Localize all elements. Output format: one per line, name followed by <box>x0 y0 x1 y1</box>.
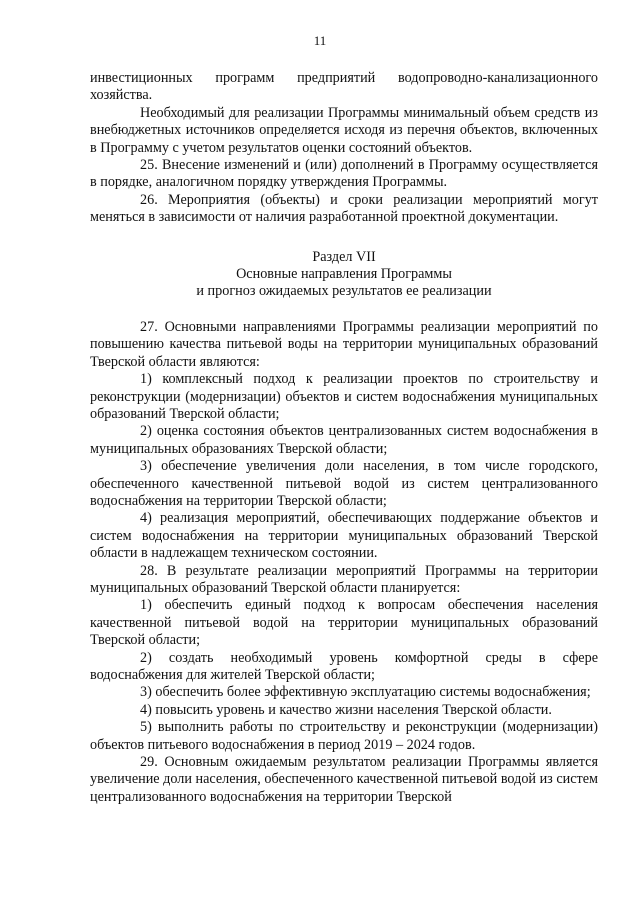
paragraph-25: 25. Внесение изменений и (или) дополнений в Программу осуществляется в порядке, аналогичном порядку утверждения Программы. <box>90 157 598 191</box>
document-body <box>90 70 598 806</box>
paragraph-28-point-3: 3) обеспечить более эффективную эксплуатацию системы водоснабжения; <box>140 684 591 701</box>
paragraph-27-intro: 27. Основными направлениями Программы реализации мероприятий по повышению качества питьевой воды на территории муниципальных образований Тверской области являются: <box>90 318 598 370</box>
paragraph-28-point-1: 1) обеспечить единый подход к вопросам обеспечения населения качественной питьевой водой на территории муниципальных образований Тверской области; <box>90 597 598 649</box>
paragraph-29: 29. Основным ожидаемым результатом реализации Программы является увеличение доли населения, обеспеченного качественной питьевой водой из систем централизованного водоснабжения на территории Тверской <box>90 754 598 805</box>
section-title-line2: и прогноз ожидаемых результатов ее реализации <box>196 283 492 300</box>
paragraph-continuation: инвестиционных программ предприятий водопроводно-канализационного хозяйства. <box>90 70 598 104</box>
paragraph-26: 26. Мероприятия (объекты) и сроки реализации мероприятий могут меняться в зависимости от наличия разработанной проектной документации. <box>90 191 598 226</box>
paragraph-28-point-2: 2) создать необходимый уровень комфортной среды в сфере водоснабжения для жителей Тверской области; <box>90 649 598 683</box>
paragraph-27-point-3: 3) обеспечение увеличения доли населения, в том числе городского, обеспеченного качественной питьевой водой из систем централизованного водоснабжения на территории Тверской области; <box>90 458 598 509</box>
section-title-line1: Основные направления Программы <box>236 266 452 283</box>
page-number: 11 <box>313 33 327 48</box>
paragraph-27-point-2: 2) оценка состояния объектов централизованных систем водоснабжения в муниципальных образованиях Тверской области; <box>90 423 598 457</box>
paragraph-funding: Необходимый для реализации Программы минимальный объем средств из внебюджетных источников определяется исходя из перечня объектов, включенных в Программу с учетом результатов оценки состояний объектов. <box>90 104 598 156</box>
paragraph-28-point-4: 4) повысить уровень и качество жизни населения Тверской области. <box>140 701 552 718</box>
section-label: Раздел VII <box>312 248 376 265</box>
paragraph-28-point-5: 5) выполнить работы по строительству и реконструкции (модернизации) объектов питьевого водоснабжения в период 2019 – 2024 годов. <box>90 719 598 753</box>
paragraph-27-point-1: 1) комплексный подход к реализации проектов по строительству и реконструкции (модернизации) объектов и систем водоснабжения муниципальных образований Тверской области; <box>90 371 598 422</box>
paragraph-27-point-4: 4) реализация мероприятий, обеспечивающих поддержание объектов и систем водоснабжения на территории муниципальных образований Тверской области в надлежащем техническом состоянии. <box>90 510 598 562</box>
paragraph-28-intro: 28. В результате реализации мероприятий Программы на территории муниципальных образований Тверской области планируется: <box>90 562 598 596</box>
